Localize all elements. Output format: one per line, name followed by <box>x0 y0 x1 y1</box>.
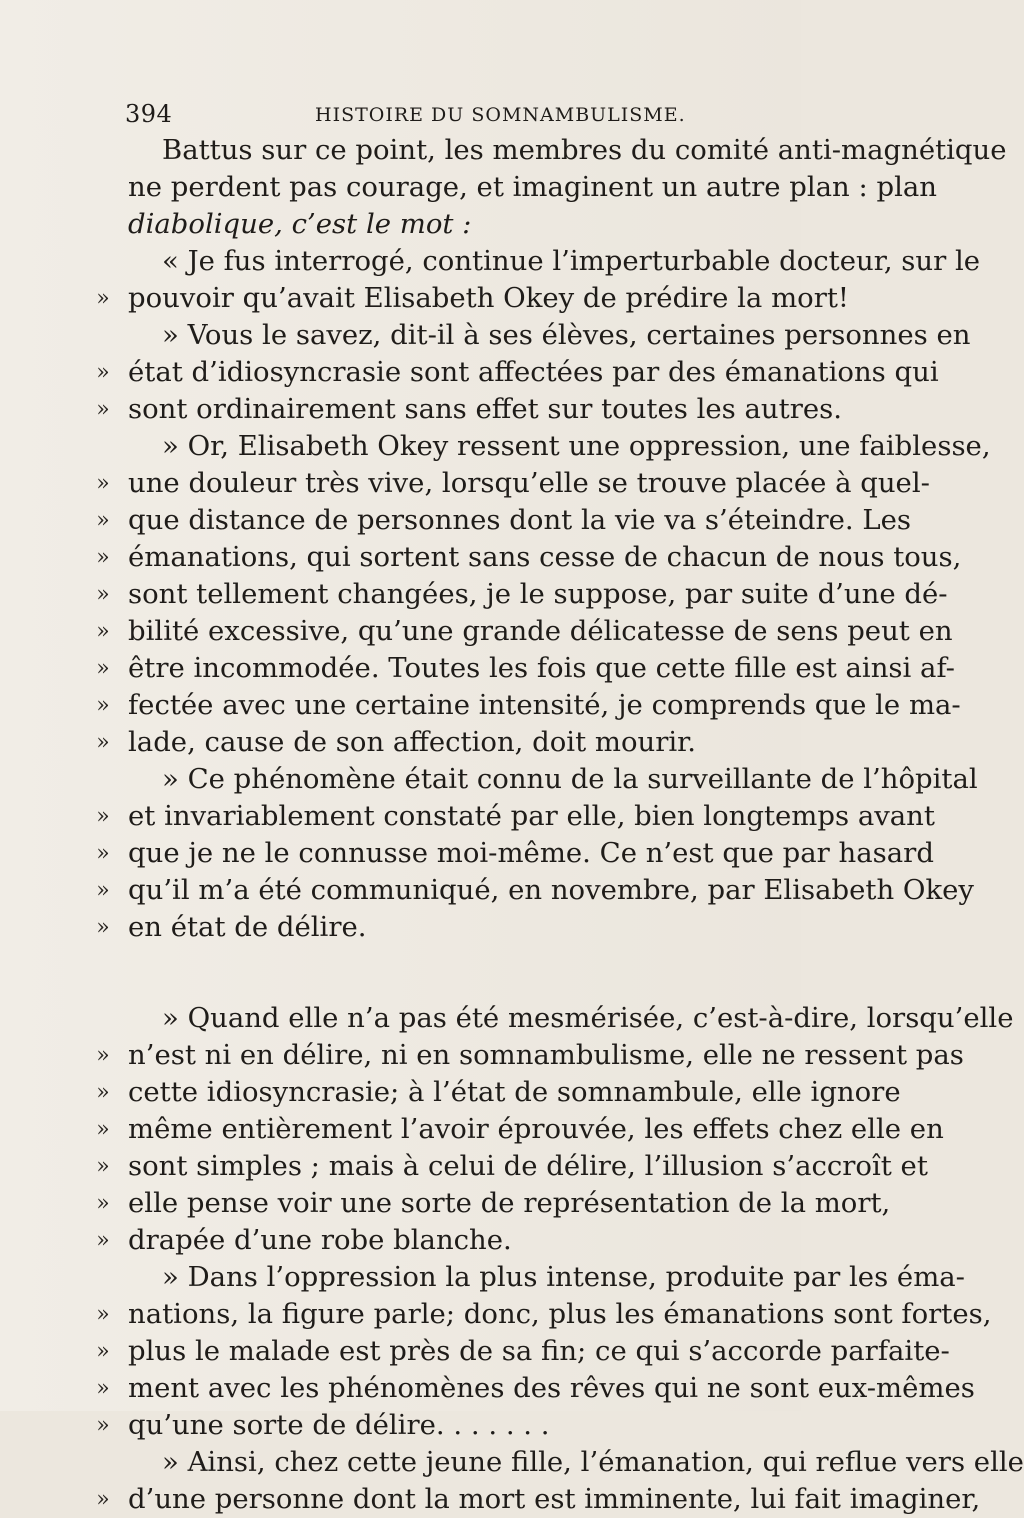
line-text: Battus sur ce point, les membres du comité anti-magnétique <box>162 134 1007 166</box>
marginal-quote-mark: » <box>96 471 110 496</box>
text-line <box>96 798 935 835</box>
text-line <box>128 428 991 465</box>
line-text: une douleur très vive, lorsqu’elle se trouve placée à quel- <box>128 467 930 499</box>
line-text: cette idiosyncrasie; à l’état de somnambule, elle ignore <box>128 1076 901 1108</box>
line-text: » Or, Elisabeth Okey ressent une oppression, une faiblesse, <box>162 430 991 462</box>
marginal-quote-mark: » <box>96 1413 110 1438</box>
text-line <box>96 576 948 613</box>
text-line <box>96 650 955 687</box>
line-text: sont simples ; mais à celui de délire, l’illusion s’accroît et <box>128 1150 928 1182</box>
line-text: plus le malade est près de sa fin; ce qui s’accorde parfaite- <box>128 1335 950 1367</box>
line-text: » Ainsi, chez cette jeune fille, l’émanation, qui reflue vers elle <box>162 1446 1024 1478</box>
text-line <box>96 465 930 502</box>
text-line <box>96 539 962 576</box>
marginal-quote-mark: » <box>96 1487 110 1512</box>
line-text: sont tellement changées, je le suppose, par suite d’une dé- <box>128 578 948 610</box>
running-header <box>125 100 785 132</box>
line-text: lade, cause de son affection, doit mourir. <box>128 726 697 758</box>
line-text: ne perdent pas courage, et imaginent un autre plan : plan <box>128 171 938 203</box>
marginal-quote-mark: » <box>96 1302 110 1327</box>
text-line <box>128 317 971 354</box>
line-text: en état de délire. <box>128 911 367 943</box>
line-text: elle pense voir une sorte de représentation de la mort, <box>128 1187 891 1219</box>
line-text: émanations, qui sortent sans cesse de chacun de nous tous, <box>128 541 962 573</box>
text-line <box>96 1111 944 1148</box>
marginal-quote-mark: » <box>96 1080 110 1105</box>
line-text: sont ordinairement sans effet sur toutes les autres. <box>128 393 842 425</box>
text-line <box>128 1444 1024 1481</box>
line-text: fectée avec une certaine intensité, je comprends que le ma- <box>128 689 961 721</box>
text-line <box>96 354 939 391</box>
text-line <box>128 169 938 206</box>
text-line <box>96 1074 901 1111</box>
text-line <box>128 132 1007 169</box>
marginal-quote-mark: » <box>96 1228 110 1253</box>
text-line <box>96 1370 975 1407</box>
text-line <box>96 687 961 724</box>
marginal-quote-mark: » <box>96 1043 110 1068</box>
marginal-quote-mark: » <box>96 656 110 681</box>
text-line <box>128 243 981 280</box>
marginal-quote-mark: » <box>96 915 110 940</box>
marginal-quote-mark: » <box>96 841 110 866</box>
line-text: qu’il m’a été communiqué, en novembre, par Elisabeth Okey <box>128 874 974 906</box>
text-line <box>96 1333 950 1370</box>
line-text: drapée d’une robe blanche. <box>128 1224 512 1256</box>
line-text: être incommodée. Toutes les fois que cette fille est ainsi af- <box>128 652 955 684</box>
marginal-quote-mark: » <box>96 1376 110 1401</box>
text-line <box>96 1185 891 1222</box>
line-text: diabolique, c’est le mot : <box>128 208 472 240</box>
marginal-quote-mark: » <box>96 804 110 829</box>
marginal-quote-mark: » <box>96 508 110 533</box>
line-text: d’une personne dont la mort est imminente, lui fait imaginer, <box>128 1483 981 1515</box>
line-text: » Dans l’oppression la plus intense, produite par les éma- <box>162 1261 965 1293</box>
line-text: » Vous le savez, dit-il à ses élèves, certaines personnes en <box>162 319 971 351</box>
text-line <box>96 872 974 909</box>
line-text: et invariablement constaté par elle, bien longtemps avant <box>128 800 935 832</box>
text-line <box>128 1000 1014 1037</box>
text-line <box>128 1259 965 1296</box>
text-line <box>96 502 912 539</box>
marginal-quote-mark: » <box>96 1154 110 1179</box>
marginal-quote-mark: » <box>96 878 110 903</box>
line-text: qu’une sorte de délire. . . . . . . <box>128 1409 550 1441</box>
text-line <box>96 613 953 650</box>
line-text: » Quand elle n’a pas été mesmérisée, c’est-à-dire, lorsqu’elle <box>162 1002 1014 1034</box>
line-text: pouvoir qu’avait Elisabeth Okey de prédire la mort! <box>128 282 849 314</box>
text-line <box>128 206 786 243</box>
marginal-quote-mark: » <box>96 286 110 311</box>
line-text: que distance de personnes dont la vie va s’éteindre. Les <box>128 504 912 536</box>
marginal-quote-mark: » <box>96 545 110 570</box>
line-text: » Ce phénomène était connu de la surveillante de l’hôpital <box>162 763 978 795</box>
line-text: même entièrement l’avoir éprouvée, les effets chez elle en <box>128 1113 944 1145</box>
body-text <box>96 132 1024 1518</box>
line-text: bilité excessive, qu’une grande délicatesse de sens peut en <box>128 615 953 647</box>
line-text: « Je fus interrogé, continue l’imperturbable docteur, sur le <box>162 245 981 277</box>
marginal-quote-mark: » <box>96 1191 110 1216</box>
text-line <box>96 1148 928 1185</box>
text-line <box>96 391 842 428</box>
line-text: nations, la figure parle; donc, plus les émanations sont fortes, <box>128 1298 992 1330</box>
line-text: état d’idiosyncrasie sont affectées par des émanations qui <box>128 356 939 388</box>
marginal-quote-mark: » <box>96 693 110 718</box>
marginal-quote-mark: » <box>96 360 110 385</box>
marginal-quote-mark: » <box>96 730 110 755</box>
marginal-quote-mark: » <box>96 1339 110 1364</box>
marginal-quote-mark: » <box>96 1117 110 1142</box>
text-line <box>96 724 786 761</box>
line-text: que je ne le connusse moi-même. Ce n’est que par hasard <box>128 837 934 869</box>
running-title: HISTOIRE DU SOMNAMBULISME. <box>315 104 686 126</box>
marginal-quote-mark: » <box>96 582 110 607</box>
line-text: ment avec les phénomènes des rêves qui ne sont eux-mêmes <box>128 1372 975 1404</box>
text-line <box>96 1296 992 1333</box>
marginal-quote-mark: » <box>96 619 110 644</box>
text-line <box>96 909 786 946</box>
text-line <box>96 1037 964 1074</box>
text-line <box>96 1481 981 1518</box>
text-line <box>96 835 934 872</box>
line-text: n’est ni en délire, ni en somnambulisme, elle ne ressent pas <box>128 1039 964 1071</box>
text-line <box>128 761 978 798</box>
marginal-quote-mark: » <box>96 397 110 422</box>
text-line <box>96 1407 786 1444</box>
page-number: 394 <box>125 100 173 128</box>
text-line <box>96 1222 786 1259</box>
text-line <box>96 280 849 317</box>
